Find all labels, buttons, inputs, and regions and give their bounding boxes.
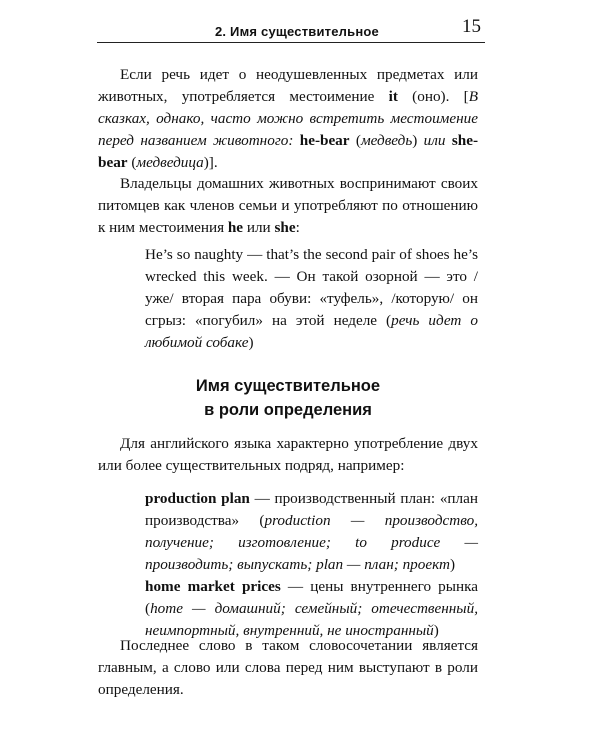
term-he-bear: he-bear	[299, 132, 350, 149]
paragraph-inanimate-it	[98, 64, 478, 174]
term-she: she	[274, 219, 296, 236]
paragraph-last-word-main	[98, 635, 478, 701]
text: — цены внутреннего рынка (	[145, 578, 478, 617]
section-heading	[98, 374, 478, 422]
running-header	[97, 14, 485, 43]
term-he: he	[227, 219, 244, 236]
text: (	[349, 132, 361, 149]
term-production-plan: production plan	[145, 490, 250, 507]
section-heading-line-1: Имя существительное	[195, 377, 381, 395]
text: Если речь идет о неодушевленных предметах или животных, употребляется местоимение	[98, 66, 478, 105]
text: )	[248, 334, 254, 351]
page-number: 15	[462, 16, 481, 37]
text: (	[127, 154, 137, 171]
italic-note: речь идет о любимой собаке	[145, 312, 479, 351]
translation: медведица	[136, 154, 204, 171]
italic-or: или	[423, 132, 452, 149]
term-it: it	[388, 88, 398, 105]
text: )	[412, 132, 424, 149]
example-quote	[145, 244, 478, 354]
text: Для английского языка характерно употребление двух или более существительных подряд, например:	[98, 435, 478, 474]
example-home-market-prices	[145, 576, 478, 642]
text: )].	[203, 154, 218, 171]
section-heading-line-2: в роли определения	[204, 401, 372, 419]
examples-block	[145, 488, 478, 642]
text: Последнее слово в таком словосочетании является главным, а слово или слова перед ним выступают в роли определения.	[98, 637, 478, 698]
paragraph-pet-owners	[98, 173, 478, 239]
text: — производственный план: «план производства» (	[145, 490, 478, 529]
translation: медведь	[360, 132, 413, 149]
text: (оно). [	[397, 88, 469, 105]
term-she-bear: she-bear	[98, 132, 478, 171]
term-home-market-prices: home market prices	[145, 578, 281, 595]
example-production-plan	[145, 488, 478, 576]
italic-gloss: home — домашний; семейный; отечественный, неимпортный, внутренний, не иностранный	[145, 600, 478, 639]
paragraph-noun-sequence	[98, 433, 478, 477]
text: :	[295, 219, 300, 236]
chapter-title: 2. Имя существительное	[215, 24, 379, 39]
text: или	[243, 219, 275, 236]
italic-gloss: production — производство, получение; изготовление; to produce — производить; выпускать; plan — план; проект	[145, 512, 478, 573]
text: Владельцы домашних животных воспринимают своих питомцев как членов семьи и употребляют по отношению к ним местоимения	[98, 175, 478, 236]
text: He’s so naughty — that’s the second pair of shoes he’s wrecked this week. — Он такой озорной — это /уже/ вторая пара обуви: «туфель», /которую/ он сгрыз: «погубил» на этой неделе (	[145, 246, 478, 329]
italic-note: В сказках, однако, часто можно встретить местоимение перед названием животного:	[98, 88, 478, 149]
text: )	[449, 556, 456, 573]
text: )	[433, 622, 439, 639]
